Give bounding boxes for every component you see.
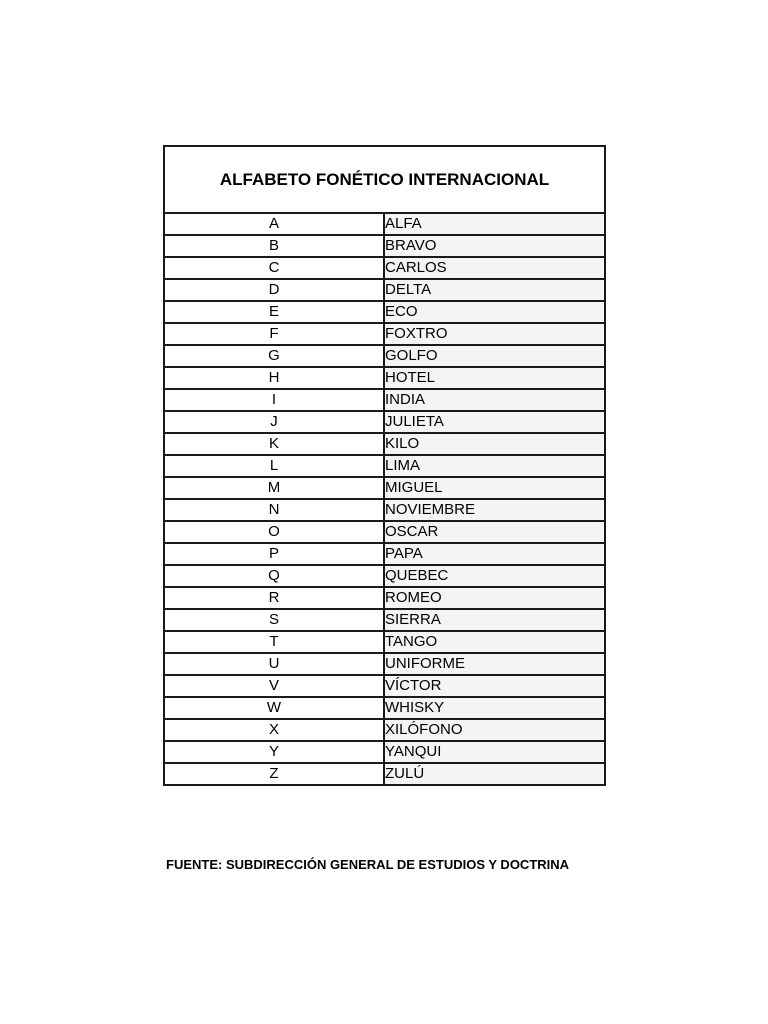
code-word-cell: ECO xyxy=(384,301,605,323)
letter-cell: N xyxy=(164,499,384,521)
letter-cell: R xyxy=(164,587,384,609)
code-word-cell: KILO xyxy=(384,433,605,455)
table-row xyxy=(164,389,605,411)
code-word-cell: WHISKY xyxy=(384,697,605,719)
letter-cell: X xyxy=(164,719,384,741)
letter-cell: W xyxy=(164,697,384,719)
letter-cell: D xyxy=(164,279,384,301)
code-word-cell: BRAVO xyxy=(384,235,605,257)
code-word-cell: GOLFO xyxy=(384,345,605,367)
code-word-cell: ZULÚ xyxy=(384,763,605,785)
code-word-cell: YANQUI xyxy=(384,741,605,763)
letter-cell: E xyxy=(164,301,384,323)
letter-cell: H xyxy=(164,367,384,389)
letter-cell: O xyxy=(164,521,384,543)
letter-cell: J xyxy=(164,411,384,433)
code-word-cell: TANGO xyxy=(384,631,605,653)
table-row xyxy=(164,587,605,609)
code-word-cell: PAPA xyxy=(384,543,605,565)
table-row xyxy=(164,323,605,345)
table-row xyxy=(164,301,605,323)
table-row xyxy=(164,741,605,763)
code-word-cell: VÍCTOR xyxy=(384,675,605,697)
code-word-cell: LIMA xyxy=(384,455,605,477)
code-word-cell: QUEBEC xyxy=(384,565,605,587)
table-row xyxy=(164,213,605,235)
table-title-row xyxy=(164,146,605,213)
table-row xyxy=(164,367,605,389)
phonetic-alphabet-table xyxy=(163,145,606,786)
table-row xyxy=(164,675,605,697)
letter-cell: Q xyxy=(164,565,384,587)
letter-cell: I xyxy=(164,389,384,411)
code-word-cell: SIERRA xyxy=(384,609,605,631)
code-word-cell: INDIA xyxy=(384,389,605,411)
code-word-cell: MIGUEL xyxy=(384,477,605,499)
letter-cell: U xyxy=(164,653,384,675)
table-row xyxy=(164,697,605,719)
table-row xyxy=(164,455,605,477)
table-row xyxy=(164,631,605,653)
code-word-cell: NOVIEMBRE xyxy=(384,499,605,521)
table-row xyxy=(164,257,605,279)
table-row xyxy=(164,521,605,543)
letter-cell: T xyxy=(164,631,384,653)
letter-cell: K xyxy=(164,433,384,455)
table-title: ALFABETO FONÉTICO INTERNACIONAL xyxy=(164,146,605,213)
code-word-cell: HOTEL xyxy=(384,367,605,389)
code-word-cell: DELTA xyxy=(384,279,605,301)
letter-cell: L xyxy=(164,455,384,477)
code-word-cell: ALFA xyxy=(384,213,605,235)
letter-cell: P xyxy=(164,543,384,565)
table-row xyxy=(164,411,605,433)
code-word-cell: OSCAR xyxy=(384,521,605,543)
table-row xyxy=(164,719,605,741)
code-word-cell: CARLOS xyxy=(384,257,605,279)
code-word-cell: ROMEO xyxy=(384,587,605,609)
code-word-cell: UNIFORME xyxy=(384,653,605,675)
code-word-cell: JULIETA xyxy=(384,411,605,433)
letter-cell: F xyxy=(164,323,384,345)
letter-cell: M xyxy=(164,477,384,499)
table-body xyxy=(164,213,605,785)
letter-cell: A xyxy=(164,213,384,235)
table-row xyxy=(164,433,605,455)
table-row xyxy=(164,763,605,785)
table-row xyxy=(164,477,605,499)
table-row xyxy=(164,279,605,301)
letter-cell: G xyxy=(164,345,384,367)
letter-cell: Z xyxy=(164,763,384,785)
table-row xyxy=(164,565,605,587)
letter-cell: C xyxy=(164,257,384,279)
letter-cell: V xyxy=(164,675,384,697)
table-row xyxy=(164,653,605,675)
letter-cell: Y xyxy=(164,741,384,763)
table-row xyxy=(164,499,605,521)
table-row xyxy=(164,345,605,367)
code-word-cell: XILÓFONO xyxy=(384,719,605,741)
table-row xyxy=(164,543,605,565)
phonetic-alphabet-sheet xyxy=(163,145,604,786)
code-word-cell: FOXTRO xyxy=(384,323,605,345)
table-row xyxy=(164,235,605,257)
letter-cell: S xyxy=(164,609,384,631)
source-note: FUENTE: SUBDIRECCIÓN GENERAL DE ESTUDIOS Y DOCTRINA xyxy=(166,857,570,872)
table-row xyxy=(164,609,605,631)
letter-cell: B xyxy=(164,235,384,257)
